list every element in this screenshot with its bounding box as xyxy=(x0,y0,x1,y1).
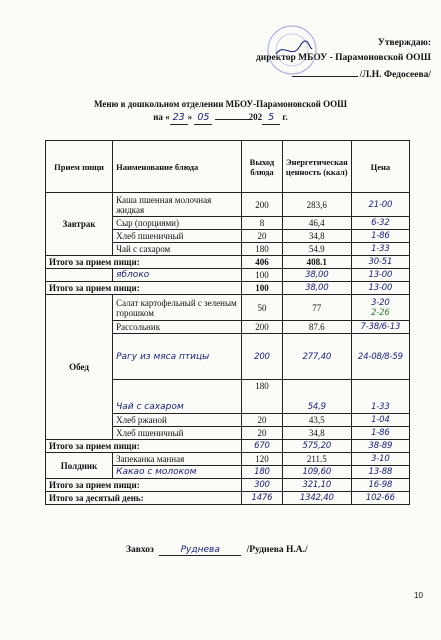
dish-price: 24-08/8-59 xyxy=(351,334,409,380)
dish-yield: 120 xyxy=(242,453,283,466)
dish-energy: 54.9 xyxy=(282,243,351,256)
dish-price: 7-38/6-13 xyxy=(351,321,409,334)
dish-yield: 200 xyxy=(242,193,283,217)
dish-energy: 46,4 xyxy=(282,217,351,230)
dish-price: 3-10 xyxy=(351,453,409,466)
dish-name: Чай с сахаром xyxy=(113,243,242,256)
dish-energy: 277,40 xyxy=(282,334,351,380)
director-line: директор МБОУ - Парамоновской ООШ xyxy=(255,53,431,63)
day-total-price: 102-66 xyxy=(351,492,409,505)
year-digit: 5 xyxy=(262,111,280,125)
dish-energy: 38,00 xyxy=(282,269,351,282)
dish-energy: 77 xyxy=(282,295,351,321)
lunch-total-row xyxy=(46,440,410,453)
footer-signature: Руднева xyxy=(159,545,241,556)
total-energy: 575,20 xyxy=(282,440,351,453)
dish-energy: 54,9 xyxy=(282,380,351,414)
total-label: Итого за прием пищи: xyxy=(46,440,242,453)
dish-name: Рассольник xyxy=(113,321,242,334)
footer-name: /Руднева Н.А./ xyxy=(246,545,308,555)
dish-name: Чай с сахаром xyxy=(113,380,242,414)
dish-yield: 8 xyxy=(242,217,283,230)
dish-price: 1-33 xyxy=(351,243,409,256)
meal-snack: Полдник xyxy=(46,453,113,479)
day-total-label: Итого за десятый день: xyxy=(46,492,242,505)
dish-price: 1-86 xyxy=(351,427,409,440)
signature-footer xyxy=(126,545,308,556)
dish-energy: 283,6 xyxy=(282,193,351,217)
total-price: 38-89 xyxy=(351,440,409,453)
col-energy: Энергетическая ценность (ккал) xyxy=(282,141,351,193)
dish-energy: 34,8 xyxy=(282,427,351,440)
dish-name: Сыр (порциями) xyxy=(113,217,242,230)
dish-energy: 109,60 xyxy=(282,466,351,479)
dish-name: Какао с молоком xyxy=(113,466,242,479)
col-meal: Прием пищи xyxy=(46,141,113,193)
dish-yield: 200 xyxy=(242,321,283,334)
breakfast-total-row xyxy=(46,256,410,269)
table-row xyxy=(46,453,410,466)
date-mid: » xyxy=(187,112,193,122)
dish-name: Салат картофельный с зеленым горошком xyxy=(113,295,242,321)
dish-yield: 20 xyxy=(242,427,283,440)
dish-name: Рагу из мяса птицы xyxy=(113,334,242,380)
snack-total-row xyxy=(46,479,410,492)
dish-price xyxy=(351,295,409,321)
dish-yield: 100 xyxy=(242,269,283,282)
page-number: 10 xyxy=(414,591,423,600)
total-label: Итого за прием пищи: xyxy=(46,282,242,295)
dish-price: 1-33 xyxy=(351,380,409,414)
dish-yield: 200 xyxy=(242,334,283,380)
menu-table xyxy=(45,140,410,505)
total-label: Итого за прием пищи: xyxy=(46,479,242,492)
dish-yield: 180 xyxy=(242,380,283,414)
total-energy: 38,00 xyxy=(282,282,351,295)
table-row xyxy=(46,295,410,321)
dish-yield: 180 xyxy=(242,243,283,256)
dish-price: 13-00 xyxy=(351,269,409,282)
col-yield: Выход блюда xyxy=(242,141,283,193)
dish-name: яблоко xyxy=(113,269,242,282)
footer-role: Завхоз xyxy=(126,545,154,555)
total-yield: 670 xyxy=(242,440,283,453)
dish-price-part: 3-20 xyxy=(371,297,390,308)
dish-yield: 20 xyxy=(242,230,283,243)
menu-title-line1: Меню в дошкольном отделении МБОУ-Парамоновской ООШ xyxy=(94,99,347,109)
dish-price: 6-32 xyxy=(351,217,409,230)
meal-lunch: Обед xyxy=(46,295,113,440)
dish-price: 13-88 xyxy=(351,466,409,479)
total-yield: 406 xyxy=(242,256,283,269)
year-suffix: г. xyxy=(280,112,288,122)
approve-label: Утверждаю: xyxy=(377,38,431,48)
total-label: Итого за прием пищи: xyxy=(46,256,242,269)
day-total-yield: 1476 xyxy=(242,492,283,505)
seal-stamp-icon xyxy=(266,24,318,76)
dish-price: 1-86 xyxy=(351,230,409,243)
total-price: 30-51 xyxy=(351,256,409,269)
total-price: 13-00 xyxy=(351,282,409,295)
col-price: Цена xyxy=(351,141,409,193)
total-price: 16-98 xyxy=(351,479,409,492)
table-row xyxy=(46,269,410,282)
date-gap xyxy=(215,119,249,120)
table-row xyxy=(46,193,410,217)
director-name: /Л.Н. Федосеева/ xyxy=(359,70,431,80)
second-total-row xyxy=(46,282,410,295)
total-energy: 408.1 xyxy=(282,256,351,269)
dish-name: Запеканка манная xyxy=(113,453,242,466)
total-yield: 100 xyxy=(242,282,283,295)
date-month: 05 xyxy=(194,111,212,125)
dish-energy: 211.5 xyxy=(282,453,351,466)
dish-energy: 34,8 xyxy=(282,230,351,243)
dish-yield: 20 xyxy=(242,414,283,427)
date-day: 23 xyxy=(170,111,188,125)
table-header-row xyxy=(46,141,410,193)
day-total-energy: 1342,40 xyxy=(282,492,351,505)
menu-title xyxy=(0,98,441,125)
dish-name: Хлеб ржаной xyxy=(113,414,242,427)
total-energy: 321,10 xyxy=(282,479,351,492)
dish-energy: 87.6 xyxy=(282,321,351,334)
meal-breakfast: Завтрак xyxy=(46,193,113,256)
total-yield: 300 xyxy=(242,479,283,492)
meal-empty xyxy=(46,269,113,282)
dish-energy: 43,5 xyxy=(282,414,351,427)
dish-price: 21-00 xyxy=(351,193,409,217)
date-prefix: на « xyxy=(153,112,170,122)
dish-price-part: 2-26 xyxy=(371,307,390,318)
year-prefix: 202 xyxy=(248,112,263,122)
col-name: Наименование блюда xyxy=(113,141,242,193)
dish-name: Каша пшенная молочная жидкая xyxy=(113,193,242,217)
dish-yield: 180 xyxy=(242,466,283,479)
dish-name: Хлеб пшеничный xyxy=(113,427,242,440)
menu-date-line xyxy=(0,111,441,125)
dish-yield: 50 xyxy=(242,295,283,321)
dish-price: 1-04 xyxy=(351,414,409,427)
dish-name: Хлеб пшеничный xyxy=(113,230,242,243)
day-total-row xyxy=(46,492,410,505)
